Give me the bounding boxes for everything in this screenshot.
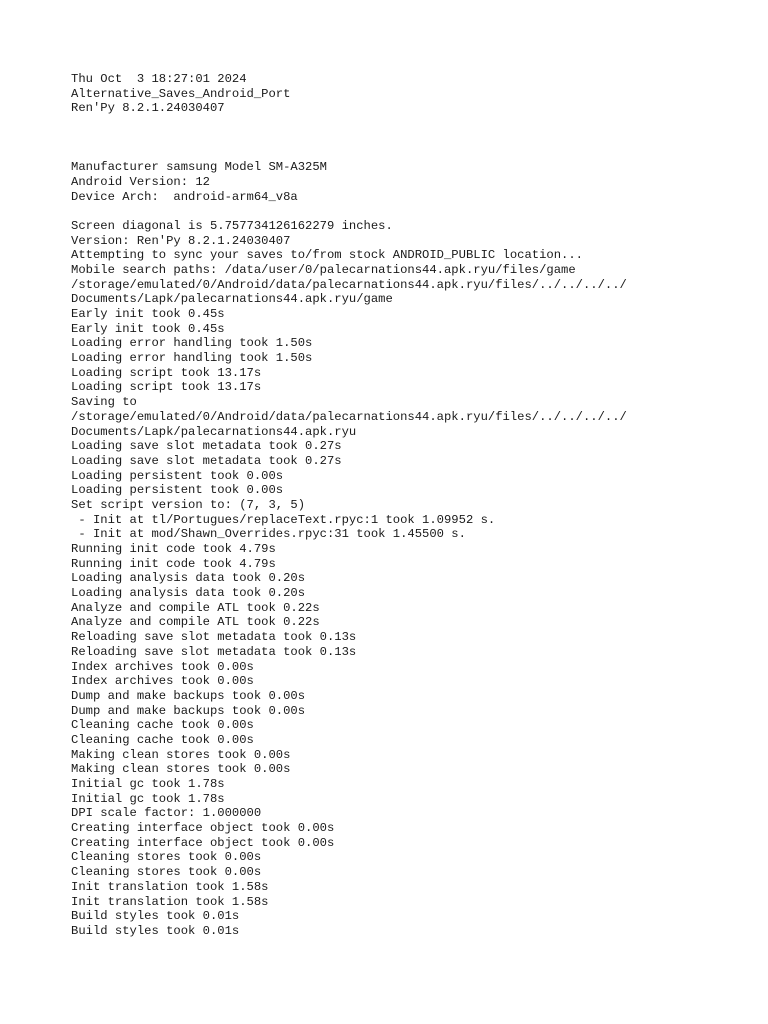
log-line: Analyze and compile ATL took 0.22s: [71, 600, 320, 615]
log-line: Loading error handling took 1.50s: [71, 336, 313, 351]
log-line: Loading analysis data took 0.20s: [71, 586, 306, 601]
log-line: Init translation took 1.58s: [71, 894, 269, 909]
log-line: Making clean stores took 0.00s: [71, 747, 291, 762]
log-line: - Init at mod/Shawn_Overrides.rpyc:31 took 1.45500 s.: [71, 527, 466, 542]
log-line: Loading analysis data took 0.20s: [71, 571, 306, 586]
log-line: Index archives took 0.00s: [71, 659, 254, 674]
log-line: Build styles took 0.01s: [71, 923, 240, 938]
log-blank-line: [71, 204, 751, 219]
log-line: Attempting to sync your saves to/from stock ANDROID_PUBLIC location...: [71, 248, 583, 263]
log-date-line: Thu Oct 3 18:27:01 2024: [71, 72, 247, 86]
log-line: Dump and make backups took 0.00s: [71, 703, 306, 718]
log-line: Initial gc took 1.78s: [71, 791, 225, 806]
log-line: Init translation took 1.58s: [71, 879, 269, 894]
log-line: - Init at tl/Portugues/replaceText.rpyc:1 took 1.09952 s.: [71, 512, 496, 527]
log-line: Loading script took 13.17s: [71, 365, 262, 380]
log-renpy-version-line: Ren'Py 8.2.1.24030407: [71, 101, 225, 116]
log-game-name-line: Alternative_Saves_Android_Port: [71, 86, 291, 101]
log-device-arch-line: Device Arch: android-arm64_v8a: [71, 189, 298, 204]
log-line: Early init took 0.45s: [71, 307, 225, 321]
log-android-version-line: Android Version: 12: [71, 174, 210, 189]
log-line: /storage/emulated/0/Android/data/palecarnations44.apk.ryu/files/../../../../: [71, 409, 627, 424]
log-line: Loading script took 13.17s: [71, 380, 262, 395]
log-line: Loading save slot metadata took 0.27s: [71, 439, 342, 454]
log-line: Cleaning cache took 0.00s: [71, 732, 254, 747]
log-line: Documents/Lapk/palecarnations44.apk.ryu/game: [71, 292, 393, 307]
log-line: Making clean stores took 0.00s: [71, 762, 291, 777]
log-line: Running init code took 4.79s: [71, 556, 276, 571]
log-line: /storage/emulated/0/Android/data/palecarnations44.apk.ryu/files/../../../../: [71, 277, 627, 292]
log-line: Dump and make backups took 0.00s: [71, 688, 306, 703]
log-line: Cleaning stores took 0.00s: [71, 850, 262, 865]
log-page: [71, 72, 751, 939]
log-blank-line: [71, 131, 751, 146]
log-line: Initial gc took 1.78s: [71, 777, 225, 791]
log-line: Reloading save slot metadata took 0.13s: [71, 644, 357, 659]
log-blank-line: [71, 145, 751, 160]
log-line: Loading persistent took 0.00s: [71, 468, 284, 483]
log-line: Running init code took 4.79s: [71, 542, 276, 556]
log-line: Documents/Lapk/palecarnations44.apk.ryu: [71, 424, 357, 439]
log-line: Early init took 0.45s: [71, 321, 225, 336]
log-line: Index archives took 0.00s: [71, 674, 254, 689]
log-line: Version: Ren'Py 8.2.1.24030407: [71, 233, 291, 248]
log-line: Mobile search paths: /data/user/0/palecarnations44.apk.ryu/files/game: [71, 262, 576, 277]
log-line: Saving to: [71, 395, 137, 410]
log-line: Analyze and compile ATL took 0.22s: [71, 615, 320, 630]
log-blank-line: [71, 116, 751, 131]
log-line: Reloading save slot metadata took 0.13s: [71, 630, 357, 645]
log-line: Build styles took 0.01s: [71, 909, 240, 924]
log-line: Set script version to: (7, 3, 5): [71, 497, 306, 512]
log-line: Screen diagonal is 5.757734126162279 inches.: [71, 218, 393, 233]
log-line: Cleaning stores took 0.00s: [71, 865, 262, 880]
log-device-manufacturer-line: Manufacturer samsung Model SM-A325M: [71, 160, 327, 175]
log-line: Creating interface object took 0.00s: [71, 835, 335, 850]
log-line: Loading save slot metadata took 0.27s: [71, 453, 342, 468]
log-line: Loading error handling took 1.50s: [71, 351, 313, 366]
log-line: DPI scale factor: 1.000000: [71, 806, 262, 821]
log-line: Cleaning cache took 0.00s: [71, 718, 254, 733]
log-line: Creating interface object took 0.00s: [71, 821, 335, 836]
log-line: Loading persistent took 0.00s: [71, 483, 284, 498]
